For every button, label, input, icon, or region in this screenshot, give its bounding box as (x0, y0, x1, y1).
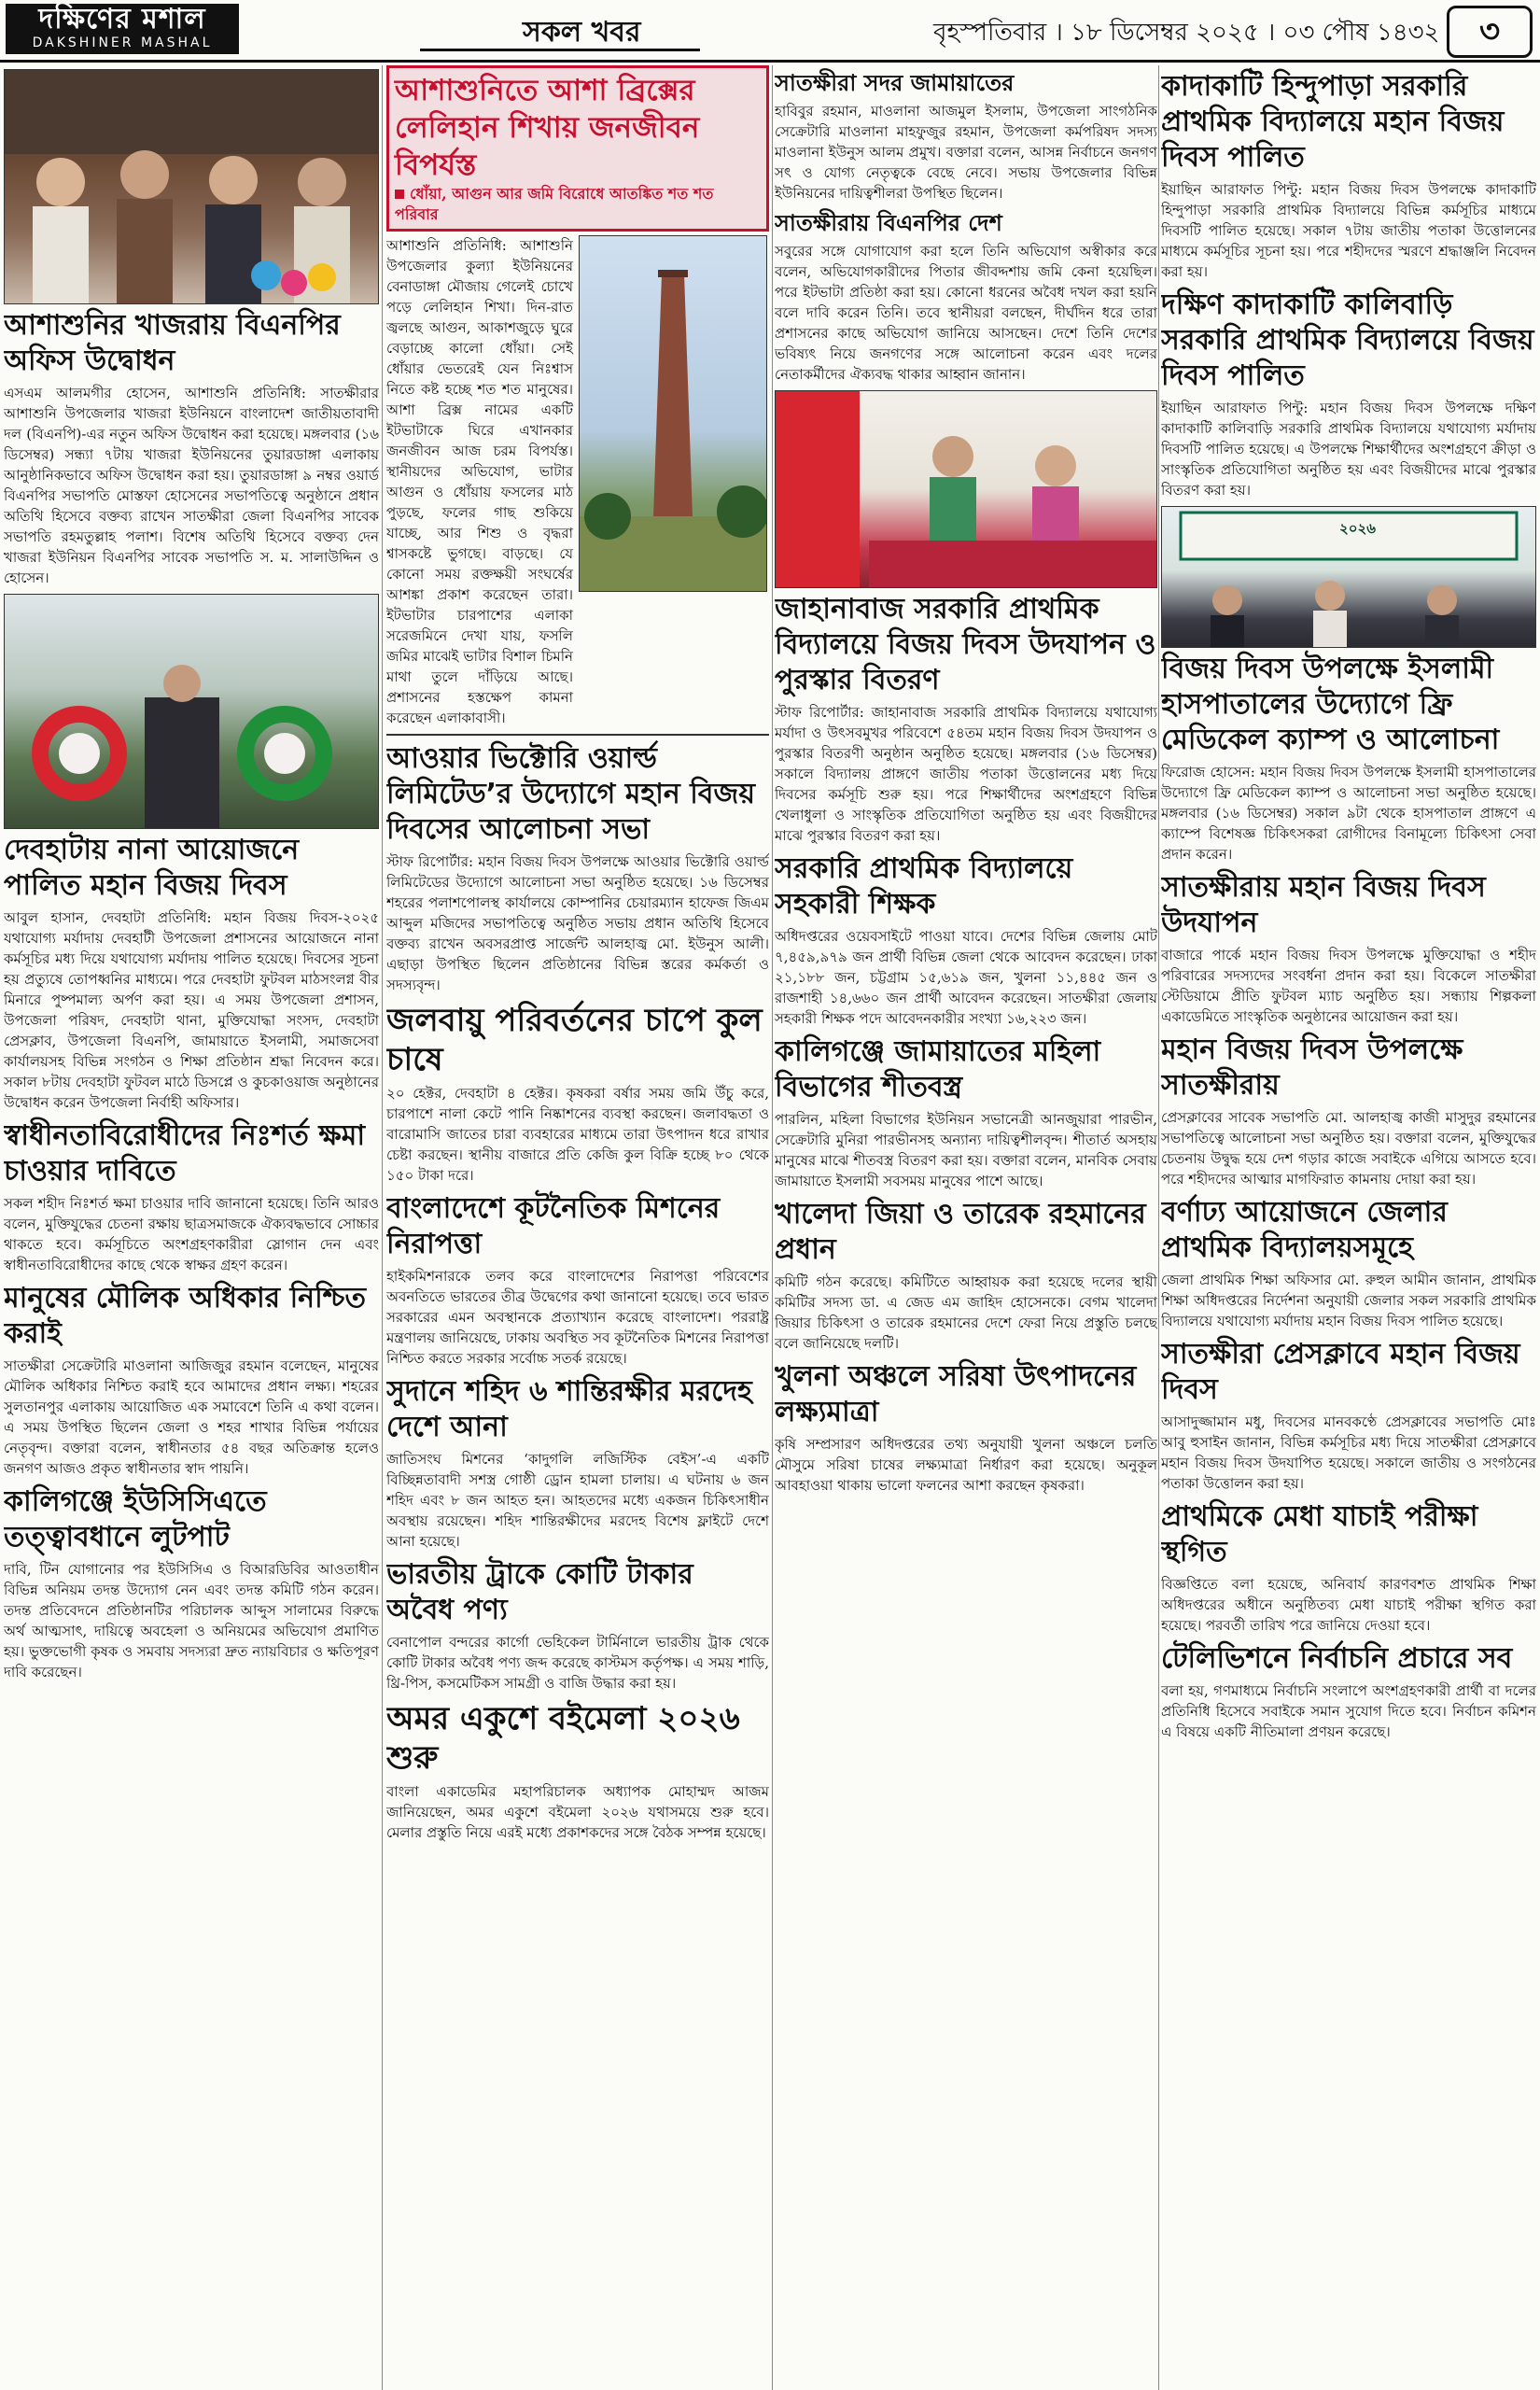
headline-assistant-teacher[interactable]: সরকারি প্রাথমিক বিদ্যালয়ে সহকারী শিক্ষক (775, 852, 1073, 921)
headline-bnp-office[interactable]: আশাশুনির খাজরায় বিএনপির অফিস উদ্বোধন (4, 309, 341, 377)
office-inauguration-photo (4, 69, 379, 304)
chimney-illustration (580, 236, 766, 591)
headline-satkhira-victory[interactable]: সাতক্ষীরায় মহান বিজয় দিবস উদযাপন (1161, 871, 1486, 939)
column-divider (1158, 65, 1159, 2390)
lead-story-box (386, 65, 769, 232)
column-divider (382, 65, 383, 2390)
article-lead-brick-kiln: আশাশুনি প্রতিনিধি: আশাশুনি উপজেলার কুল্যা ইউনিয়নের বেনাডাঙ্গা মৌজায় গেলেই চোখে পড়ে লেলিহান শিখা। দিন-রাত জ্বলছে আগুন, আকাশজুড়ে ঘুরে বেড়াচ্ছে কালো ধোঁয়া। সেই ধোঁয়ার ভেতরেই যেন নিঃশ্বাস নিতে কষ্ট হচ্ছে শত শত মানুষের। আশা ব্রিক্স নামের একটি ইটভাটাকে ঘিরে এখানকার জনজীবন আজ চরম বিপর্যস্ত। স্থানীয়দের অভিযোগ, ভাটার আগুন ও ধোঁয়ায় ফসলের মাঠ পুড়ছে, ফলের গাছ শুকিয়ে যাচ্ছে, আর শিশু ও বৃদ্ধরা শ্বাসকষ্টে ভুগছে। বাড়ছে। যে কোনো সময় রক্তক্ষয়ী সংঘর্ষের আশঙ্কা প্রকাশ করেছেন তারা। ইটভাটার চারপাশের এলাকা সরেজমিনে দেখা যায়, ফসলি জমির মাঝেই ভাটার বিশাল চিমনি মাথা তুলে দাঁড়িয়ে আছে। প্রশাসনের হস্তক্ষেপ কামনা করেছেন এলাকাবাসী। (386, 237, 573, 726)
section-rule (386, 734, 769, 736)
headline-apology-demand[interactable]: স্বাধীনতাবিরোধীদের নিঃশর্ত ক্ষমা চাওয়ার দাবিতে (4, 1119, 366, 1188)
headline-lead-brick-kiln[interactable]: আশাশুনিতে আশা ব্রিক্সের লেলিহান শিখায় জনজীবন বিপর্যস্ত (395, 74, 700, 182)
dateline: বৃহস্পতিবার । ১৮ ডিসেম্বর ২০২৫ । ০৩ পৌষ ১৪৩২ (933, 19, 1440, 47)
headline-sadar-jamaat[interactable]: সাতক্ষীরা সদর জামায়াতের (775, 70, 1015, 96)
article-indian-truck: বেনাপোল বন্দরের কার্গো ভেহিকেল টার্মিনালে ভারতীয় ট্রাক থেকে কোটি টাকার অবৈধ পণ্য জব্দ করেছে কাস্টমস কর্তৃপক্ষ। এ সময় শাড়ি, থ্রি-পিস, কসমেটিকস সামগ্রী ও বাজি উদ্ধার করা হয়। (386, 1634, 769, 1692)
headline-winter-clothes[interactable]: কালিগঞ্জে জামায়াতের মহিলা বিভাগের শীতবস্ত্র (775, 1035, 1101, 1104)
wreath-photo-illustration (5, 595, 379, 828)
article-sadar-jamaat: হাবিবুর রহমান, মাওলানা আজমুল ইসলাম, উপজেলা সাংগঠনিক সেক্রেটারি মাওলানা মাহফুজুর রহমান, উপজেলা কর্মপরিষদ সদস্য মাওলানা ইউনুস আলম প্রমুখ। বক্তারা বলেন, আসন্ন নির্বাচনে জনগণ সৎ ও যোগ্য নেতৃত্বকে বেছে নেবে। সভায় উপজেলার বিভিন্ন ইউনিয়নের দায়িত্বশীলরা উপস্থিত ছিলেন। (775, 103, 1157, 202)
article-press-club: আসাদুজ্জামান মধু, দিবসের মানবকণ্ঠে প্রেসক্লাবের সভাপতি মোঃ আবু হুসাইন জানান, বিভিন্ন কর্মসূচির মধ্য দিয়ে সাতক্ষীরা প্রেসক্লাবে মহান বিজয় দিবস উদযাপিত হয়েছে। সকালে জাতীয় ও সংগঠনের পতাকা উত্তোলন করা হয়। (1161, 1413, 1536, 1492)
headline-kaliganj-ucca[interactable]: কালিগঞ্জে ইউসিসিএতে তত্ত্বাবধানে লুটপাট (4, 1485, 267, 1554)
article-mustard-khulna: কৃষি সম্প্রসারণ অধিদপ্তরের তথ্য অনুযায়ী খুলনা অঞ্চলে চলতি মৌসুমে সরিষা চাষের লক্ষ্যমাত্রা নির্ধারণ করা হয়েছে। অনুকূল আবহাওয়া থাকায় ভালো ফলনের আশা করছেন কৃষকরা। (775, 1436, 1157, 1494)
article-primary-schools: জেলা প্রাথমিক শিক্ষা অফিসার মো. রুহুল আমীন জানান, প্রাথমিক শিক্ষা অধিদপ্তরের নির্দেশনা অনুযায়ী জেলার সকল সরকারি প্রাথমিক বিদ্যালয়ে যথাযোগ্য মর্যাদায় মহান বিজয় দিবস পালিত হয়েছে। (1161, 1272, 1536, 1329)
headline-sudan-peacekeepers[interactable]: সুদানে শহিদ ৬ শান্তিরক্ষীর মরদেহ দেশে আনা (386, 1375, 752, 1443)
prize-ceremony-illustration (776, 391, 1157, 587)
headline-khaleda-tarique[interactable]: খালেদা জিয়া ও তারেক রহমানের প্রধান (775, 1198, 1146, 1266)
column-divider (772, 65, 773, 2390)
lead-subheadline: ধোঁয়া, আগুন আর জমি বিরোধে আতঙ্কিত শত শত পরিবার (395, 185, 714, 223)
article-satkhira-victory: বাজারে পার্কে মহান বিজয় দিবস উপলক্ষে মুক্তিযোদ্ধা ও শহীদ পরিবারের সদস্যদের সংবর্ধনা প্রদান করা হয়। বিকেলে সাতক্ষীরা স্টেডিয়ামে প্রীতি ফুটবল ম্যাচ অনুষ্ঠিত হয়। সন্ধ্যায় শিল্পকলা একাডেমিতে সাংস্কৃতিক অনুষ্ঠানের আয়োজন করা হয়। (1161, 947, 1536, 1025)
article-jahanabaz-school: স্টাফ রিপোর্টার: জাহানাবাজ সরকারি প্রাথমিক বিদ্যালয়ে যথাযোগ্য মর্যাদা ও উৎসবমুখর পরিবেশে ৫৪তম মহান বিজয় দিবস উদযাপন ও পুরস্কার বিতরণী অনুষ্ঠান অনুষ্ঠিত হয়েছে। মঙ্গলবার (১৬ ডিসেম্বর) সকালে বিদ্যালয় প্রাঙ্গণে জাতীয় পতাকা উত্তোলনের মধ্য দিয়ে দিবসের কর্মসূচি শুরু হয়। পরে শিক্ষার্থীদের অংশগ্রহণে বিভিন্ন খেলাধুলা ও সাংস্কৃতিক প্রতিযোগিতা অনুষ্ঠিত হয় এবং বিজয়ীদের মাঝে পুরস্কার বিতরণ করা হয়। (775, 704, 1157, 844)
headline-mustard-khulna[interactable]: খুলনা অঞ্চলে সরিষা উৎপাদনের লক্ষ্যমাত্রা (775, 1360, 1137, 1428)
lead-row (386, 235, 769, 728)
article-apology-demand: সকল শহীদ নিঃশর্ত ক্ষমা চাওয়ার দাবি জানানো হয়েছে। তিনি আরও বলেন, মুক্তিযুদ্ধের চেতনা রক্ষায় ছাত্রসমাজকে ঐক্যবদ্ধভাবে সোচ্চার থাকতে হবে। কর্মসূচিতে অংশগ্রহণকারীরা স্লোগান দেন এবং স্বাধীনতাবিরোধীদের কাছে থেকে স্বাক্ষর গ্রহণ করেন। (4, 1195, 379, 1273)
article-basic-rights: সাতক্ষীরা সেক্রেটারি মাওলানা আজিজুর রহমান বলেছেন, মানুষের মৌলিক অধিকার নিশ্চিত করাই হবে আমাদের প্রধান লক্ষ্য। শহরের সুলতানপুর এলাকায় আয়োজিত এক সমাবেশে তিনি এ কথা বলেন। এ সময় উপস্থিত ছিলেন জেলা ও শহর শাখার বিভিন্ন পর্যায়ের নেতৃবৃন্দ। বক্তারা বলেন, স্বাধীনতার ৫৪ বছর অতিক্রান্ত হলেও জনগণ আজও প্রকৃত স্বাধীনতার স্বাদ পায়নি। (4, 1357, 379, 1477)
article-climate-kul: ২০ হেক্টর, দেবহাটা ৪ হেক্টর। কৃষকরা বর্ষার সময় জমি উঁচু করে, চারপাশে নালা কেটে পানি নিষ্কাশনের ব্যবস্থা করছেন। জলাবদ্ধতা ও বারোমাসি জাতের চারা ব্যবহারের মাধ্যমে তারা উৎপাদন ধরে রাখার চেষ্টা করছেন। স্থানীয় বাজারে প্রতি কেজি কুল বিক্রি হচ্ছে ৮০ থেকে ১৫০ টাকা দরে। (386, 1085, 769, 1184)
article-sudan-peacekeepers: জাতিসংঘ মিশনের ‘কাদুগলি লজিস্টিক বেইস’-এ একটি বিচ্ছিন্নতাবাদী সশস্ত্র গোষ্ঠী ড্রোন হামলা চালায়। এ ঘটনায় ৬ জন শহিদ এবং ৮ জন আহত হন। আহতদের মধ্যে একজন চিকিৎসাধীন অবস্থায় রয়েছেন। শহিদ শান্তিরক্ষীদের মরদেহ বিশেষ ফ্লাইটে দেশে আনা হয়েছে। (386, 1451, 769, 1550)
headline-indian-truck[interactable]: ভারতীয় ট্রাকে কোটি টাকার অবৈধ পণ্য (386, 1558, 693, 1626)
article-our-victory-world: স্টাফ রিপোর্টার: মহান বিজয় দিবস উপলক্ষে আওয়ার ভিক্টোরি ওয়ার্ল্ড লিমিটেডের উদ্যোগে আলোচনা সভা অনুষ্ঠিত হয়েছে। ১৬ ডিসেম্বর শহরের পলাশপোলস্থ কার্যালয়ে কোম্পানির চেয়ারম্যান হাফেজ জিএম আব্দুল মজিদের সভাপতিত্বে অনুষ্ঠিত সভায় প্রধান অতিথি হিসেবে বক্তব্য রাখেন অবসরপ্রাপ্ত সার্জেন্ট আলহাজ্ব মো. ইউনুস আলী। এছাড়া উপস্থিত ছিলেন প্রতিষ্ঠানের বিভিন্ন স্তরের কর্মকর্তা ও সদস্যবৃন্দ। (386, 853, 769, 993)
headline-tv-campaign[interactable]: টেলিভিশনে নির্বাচনি প্রচারে সব (1161, 1642, 1513, 1675)
headline-merit-exam[interactable]: প্রাথমিকে মেধা যাচাই পরীক্ষা স্থগিত (1161, 1500, 1478, 1568)
article-tv-campaign: বলা হয়, গণমাধ্যমে নির্বাচনি সংলাপে অংশগ্রহণকারী প্রার্থী বা দলের প্রতিনিধি হিসেবে সবাইকে সমান সুযোগ দিতে হবে। নির্বাচন কমিশন এ বিষয়ে একটি নীতিমালা প্রণয়ন করেছে। (1161, 1682, 1536, 1740)
headline-climate-kul[interactable]: জলবায়ু পরিবর্তনের চাপে কুল চাষে (386, 1002, 763, 1078)
article-kadakati-school: ইয়াছিন আরাফাত পিন্টু: মহান বিজয় দিবস উপলক্ষে কাদাকাটি হিন্দুপাড়া সরকারি প্রাথমিক বিদ্যালয়ে বিভিন্ন কর্মসূচির মাধ্যমে দিবসটি পালিত হয়েছে। সকাল ৭টায় জাতীয় পতাকা উত্তোলনের মাধ্যমে কর্মসূচির সূচনা হয়। পরে শহীদদের স্মরণে শ্রদ্ধাঞ্জলি নিবেদন করা হয়। (1161, 181, 1536, 280)
headline-jahanabaz-school[interactable]: জাহানাবাজ সরকারি প্রাথমিক বিদ্যালয়ে বিজয় দিবস উদযাপন ও পুরস্কার বিতরণ (775, 593, 1156, 696)
section-title: সকল খবর (523, 16, 641, 49)
column-1 (4, 65, 379, 2390)
column-4 (1161, 65, 1536, 2390)
headline-our-victory-world[interactable]: আওয়ার ভিক্টোরি ওয়ার্ল্ড লিমিটেড’র উদ্যোগে মহান বিজয় দিবসের আলোচনা সভা (386, 742, 756, 846)
article-bnp-office: এসএম আলমগীর হোসেন, আশাশুনি প্রতিনিধি: সাতক্ষীরার আশাশুনি উপজেলার খাজরা ইউনিয়নে বাংলাদেশ জাতীয়তাবাদী দল (বিএনপি)-এর নতুন অফিস উদ্বোধন করা হয়েছে। মঙ্গলবার (১৬ ডিসেম্বর) সন্ধ্যা ৭টায় খাজরা ইউনিয়নের তুয়ারডাঙ্গা এলাকায় আনুষ্ঠানিকভাবে অফিস উদ্বোধন করা হয়। তুয়ারডাঙ্গা ৯ নম্বর ওয়ার্ড বিএনপির সভাপতি মোস্তফা হোসেনের সভাপতিত্বে অনুষ্ঠানে প্রধান অতিথি হিসেবে বক্তব্য রাখেন সাতক্ষীরা জেলা বিএনপির সাবেক সভাপতি রহমতুল্লাহ পলাশ। বিশেষ অতিথি হিসেবে বক্তব্য দেন খাজরা ইউনিয়ন বিএনপির সাবেক সভাপতি স. ম. সালাউদ্দিন ও হোসেন। (4, 385, 379, 586)
article-kaliganj-ucca: দাবি, টিন যোগানোর পর ইউসিসিএ ও বিআরডিবির আওতাধীন বিভিন্ন অনিয়ম তদন্ত উদ্যোগ নেন এবং তদন্ত কমিটি গঠন করেন। তদন্ত প্রতিবেদনে প্রতিষ্ঠানটির পরিচালক আব্দুস সালামের বিরুদ্ধে অর্থ আত্মসাৎ, দায়িত্বে অবহেলা ও অনিয়মের অভিযোগ প্রমাণিত হয়। ভুক্তভোগী কৃষক ও সমবায় সদস্যরা দ্রুত ন্যায়বিচার ও ক্ষতিপূরণ দাবি করেছেন। (4, 1561, 379, 1680)
article-winter-clothes: পারলিন, মহিলা বিভাগের ইউনিয়ন সভানেত্রী আনজুয়ারা পারভীন, সেক্রেটারি মুনিরা পারভীনসহ অন্যান্য দায়িত্বশীলবৃন্দ। শীতার্ত অসহায় মানুষের মাঝে শীতবস্ত্র বিতরণ করা হয়। বক্তারা বলেন, মানবিক সেবায় জামায়াতে ইসলামী সবসময় মানুষের পাশে আছে। (775, 1111, 1157, 1189)
article-south-kadakati: ইয়াছিন আরাফাত পিন্টু: মহান বিজয় দিবস উপলক্ষে দক্ষিণ কাদাকাটি কালিবাড়ি সরকারি প্রাথমিক বিদ্যালয়ে যথাযোগ্য মর্যাদায় দিবসটি পালিত হয়েছে। এ উপলক্ষে শিক্ষার্থীদের অংশগ্রহণে ক্রীড়া ও সাংস্কৃতিক প্রতিযোগিতা অনুষ্ঠিত হয় এবং বিজয়ীদের মাঝে পুরস্কার বিতরণ করা হয়। (1161, 400, 1536, 499)
headline-debhata[interactable]: দেবহাটায় নানা আয়োজনে পালিত মহান বিজয় দিবস (4, 834, 300, 902)
bullet-icon (395, 190, 404, 199)
column-2 (386, 65, 769, 2390)
people-photo-illustration (5, 70, 379, 303)
headline-press-club[interactable]: সাতক্ষীরা প্রেসক্লাবে মহান বিজয় দিবস (1161, 1338, 1520, 1406)
headline-victory-satkhira-2[interactable]: মহান বিজয় দিবস উপলক্ষে সাতক্ষীরায় (1161, 1033, 1463, 1102)
article-assistant-teacher: অধিদপ্তরের ওয়েবসাইটে পাওয়া যাবে। দেশের বিভিন্ন জেলায় মোট ৭,৪৫৯,৯৭৯ জন প্রার্থী বিভিন্ন জেলা থেকে আবেদন করেছেন। ঢাকা ২১,১৮৮ জন, চট্টগ্রাম ১৫,৬১৯ জন, খুলনা ১১,৪৪৫ জন ও রাজশাহী ১৪,৬৬০ জন প্রার্থী আবেদন করেছেন। সাতক্ষীরা জেলায় সহকারী শিক্ষক পদে আবেদনকারীর সংখ্যা ১৬,২২৩ জন। (775, 928, 1157, 1027)
article-diplomatic-security: হাইকমিশনারকে তলব করে বাংলাদেশের নিরাপত্তা পরিবেশের অবনতিতে ভারতের তীব্র উদ্বেগের কথা জানানো হয়েছে। তবে ভারত সরকারের এমন অবস্থানকে প্রত্যাখ্যান করেছে বাংলাদেশ। পররাষ্ট্র মন্ত্রণালয় জানিয়েছে, ঢাকায় অবস্থিত সব কূটনৈতিক মিশনের নিরাপত্তা নিশ্চিত করতে সরকার সর্বোচ্চ সতর্ক রয়েছে। (386, 1268, 769, 1367)
headline-book-fair[interactable]: অমর একুশে বইমেলা ২০২৬ শুরু (386, 1700, 740, 1777)
headline-south-kadakati[interactable]: দক্ষিণ কাদাকাটি কালিবাড়ি সরকারি প্রাথমিক বিদ্যালয়ে বিজয় দিবস পালিত (1161, 288, 1534, 392)
headline-bnp-country[interactable]: সাতক্ষীরায় বিএনপির দেশ (775, 210, 1002, 236)
headline-kadakati-school[interactable]: কাদাকাটি হিন্দুপাড়া সরকারি প্রাথমিক বিদ্যালয়ে মহান বিজয় দিবস পালিত (1161, 70, 1505, 174)
victory-day-photo (4, 594, 379, 829)
logo-english: DAKSHINER MASHAL (32, 35, 213, 50)
banner-year: ২০২৬ (1339, 520, 1377, 537)
headline-islami-hospital[interactable]: বিজয় দিবস উপলক্ষে ইসলামী হাসপাতালের উদ্যোগে ফ্রি মেডিকেল ক্যাম্প ও আলোচনা (1161, 653, 1500, 756)
article-book-fair: বাংলা একাডেমির মহাপরিচালক অধ্যাপক মোহাম্মদ আজম জানিয়েছেন, অমর একুশে বইমেলা ২০২৬ যথাসময়ে শুরু হবে। মেলার প্রস্তুতি নিয়ে এরই মধ্যে প্রকাশকদের সঙ্গে বৈঠক সম্পন্ন হয়েছে। (386, 1783, 769, 1841)
hospital-event-photo (1161, 506, 1536, 648)
page-number: ৩ (1447, 6, 1533, 58)
newspaper-logo[interactable] (6, 4, 239, 54)
article-islami-hospital: ফিরোজ হোসেন: মহান বিজয় দিবস উপলক্ষে ইসলামী হাসপাতালের উদ্যোগে ফ্রি মেডিকেল ক্যাম্প ও আলোচনা সভা অনুষ্ঠিত হয়েছে। মঙ্গলবার (১৬ ডিসেম্বর) সকাল ৯টা থেকে হাসপাতাল প্রাঙ্গণে এ ক্যাম্পে বিশেষজ্ঞ চিকিৎসকরা রোগীদের বিনামূল্যে চিকিৎসা সেবা প্রদান করেন। (1161, 764, 1536, 863)
section-underline (420, 49, 700, 51)
school-prize-photo (775, 390, 1157, 588)
article-bnp-country: সবুরের সঙ্গে যোগাযোগ করা হলে তিনি অভিযোগ অস্বীকার করে বলেন, অভিযোগকারীদের পিতার জীবদ্দশায় জমি কেনা হয়েছিল। পরে ইটভাটা প্রতিষ্ঠা করা হয়। কোনো ধরনের অবৈধ দখল করা হয়নি বলে দাবি করেন তিনি। তবে স্থানীয়রা বলছেন, দীর্ঘদিন ধরে তারা প্রশাসনের কাছে অভিযোগ জানিয়ে আসছেন। দেশে তিনি দেশের ভবিষ্যৎ নিয়ে জনগণের সঙ্গে আলোচনা করেন এবং দলের নেতাকর্মীদের ঐক্যবদ্ধ থাকার আহ্বান জানান। (775, 243, 1157, 383)
headline-basic-rights[interactable]: মানুষের মৌলিক অধিকার নিশ্চিত করাই (4, 1282, 366, 1350)
headline-primary-schools[interactable]: বর্ণাঢ্য আয়োজনে জেলার প্রাথমিক বিদ্যালয়সমূহে (1161, 1196, 1448, 1264)
article-khaleda-tarique: কমিটি গঠন করেছে। কমিটিতে আহ্বায়ক করা হয়েছে দলের স্থায়ী কমিটির সদস্য ডা. এ জেড এম জাহিদ হোসেনকে। বেগম খালেদা জিয়ার চিকিৎসা ও তারেক রহমানের দেশে ফেরা নিয়ে প্রস্তুতি চলছে বলে জানিয়েছে দলটি। (775, 1273, 1157, 1352)
brick-kiln-chimney-photo (579, 235, 767, 592)
article-debhata: আবুল হাসান, দেবহাটা প্রতিনিধি: মহান বিজয় দিবস-২০২৫ যথাযোগ্য মর্যাদায় দেবহাটী উপজেলা প্রশাসনের আয়োজনে নানা কর্মসূচির মধ্য দিয়ে যথাযোগ্য মর্যাদায় পালিত হয়েছে। দিবসের সূচনা হয় প্রত্যুষে তোপধ্বনির মাধ্যমে। পরে দেবহাটা ফুটবল মাঠসংলগ্ন বীর মিনারে পুষ্পমাল্য অর্পণ করা হয়। এ সময় উপজেলা প্রশাসন, উপজেলা পরিষদ, দেবহাটা থানা, মুক্তিযোদ্ধা সংসদ, দেবহাটা প্রেসক্লাব, উপজেলা বিএনপি, জামায়াতে ইসলামী, সমাজসেবা কার্যালয়সহ বিভিন্ন সংগঠন ও শিক্ষা প্রতিষ্ঠান শ্রদ্ধা নিবেদন করে। সকাল ৮টায় দেবহাটা ফুটবল মাঠে ডিসপ্লে ও কুচকাওয়াজ অনুষ্ঠানের উদ্বোধন করেন উপজেলা নির্বাহী অফিসার। (4, 909, 379, 1111)
article-merit-exam: বিজ্ঞপ্তিতে বলা হয়েছে, অনিবার্য কারণবশত প্রাথমিক শিক্ষা অধিদপ্তরের অধীনে অনুষ্ঠিতব্য মেধা যাচাই পরীক্ষা স্থগিত করা হয়েছে। পরবর্তী তারিখ পরে জানিয়ে দেওয়া হবে। (1161, 1576, 1536, 1634)
article-victory-satkhira-2: প্রেসক্লাবের সাবেক সভাপতি মো. আলহাজ্ব কাজী মাসুদুর রহমানের সভাপতিত্বে আলোচনা সভা অনুষ্ঠিত হয়। বক্তারা বলেন, মুক্তিযুদ্ধের চেতনায় উদ্বুদ্ধ হয়ে দেশ গড়ার কাজে সবাইকে এগিয়ে আসতে হবে। পরে শহীদদের আত্মার মাগফিরাত কামনায় দোয়া করা হয়। (1161, 1109, 1536, 1188)
logo-bangla: দক্ষিণের মশাল (38, 3, 206, 35)
column-3 (775, 65, 1157, 2390)
headline-diplomatic-security[interactable]: বাংলাদেশে কূটনৈতিক মিশনের নিরাপত্তা (386, 1192, 721, 1260)
